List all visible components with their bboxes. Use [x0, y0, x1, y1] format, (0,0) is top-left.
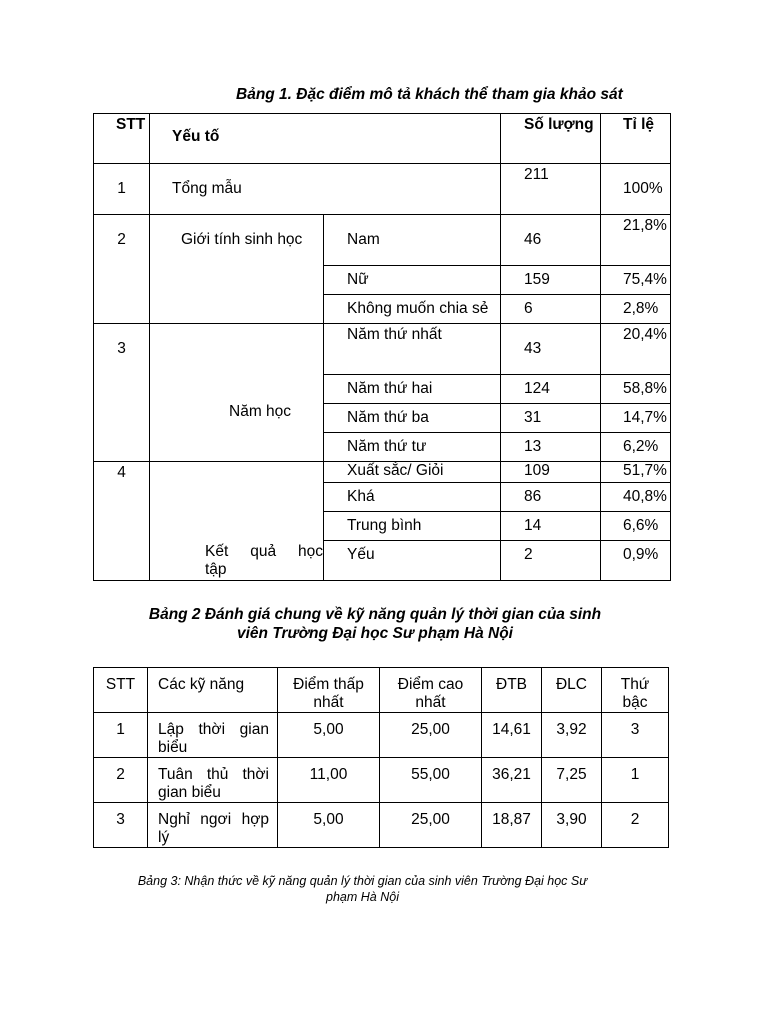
skill-cell — [148, 713, 278, 758]
stt-cell: 3 — [94, 324, 150, 462]
stt-cell: 1 — [94, 164, 150, 215]
table1-header-row — [94, 114, 671, 164]
header-rank-line1: Thứ — [620, 676, 650, 693]
min-cell: 5,00 — [278, 713, 380, 758]
sd-cell: 3,90 — [542, 803, 602, 848]
skill-line1: Nghỉ ngơi hợp — [158, 811, 269, 828]
header-max — [380, 668, 482, 713]
mean-cell: 36,21 — [482, 758, 542, 803]
header-stt: STT — [94, 114, 150, 164]
group-label-cell: Giới tính sinh học — [150, 215, 324, 324]
sd-cell: 7,25 — [542, 758, 602, 803]
sub-label-cell: Năm thứ ba — [324, 404, 501, 433]
group-label-cell — [150, 462, 324, 581]
ratio-cell: 0,9% — [601, 541, 671, 581]
ratio-cell: 6,6% — [601, 512, 671, 541]
max-cell: 25,00 — [380, 713, 482, 758]
rank-cell: 3 — [602, 713, 669, 758]
stt-cell: 3 — [94, 803, 148, 848]
skill-line2: gian biểu — [158, 784, 221, 801]
rank-cell: 1 — [602, 758, 669, 803]
table2-title-line1: Bảng 2 Đánh giá chung về kỹ năng quản lý thời gian của sinh — [148, 606, 602, 623]
header-max-line1: Điểm cao — [397, 676, 464, 693]
sub-label-cell: Nam — [324, 215, 501, 266]
header-min — [278, 668, 380, 713]
sub-label-cell: Trung bình — [324, 512, 501, 541]
sub-label-cell: Năm thứ nhất — [324, 324, 501, 375]
count-cell: 14 — [501, 512, 601, 541]
max-cell: 55,00 — [380, 758, 482, 803]
header-factor: Yếu tố — [150, 114, 501, 164]
header-count: Số lượng — [501, 114, 601, 164]
sub-label-cell: Năm thứ tư — [324, 433, 501, 462]
header-rank — [602, 668, 669, 713]
count-cell: 124 — [501, 375, 601, 404]
group-label-cell: Năm học — [150, 324, 324, 462]
sd-cell: 3,92 — [542, 713, 602, 758]
min-cell: 11,00 — [278, 758, 380, 803]
table2-row — [94, 803, 669, 848]
mean-cell: 18,87 — [482, 803, 542, 848]
table1-row-result-1 — [94, 462, 671, 483]
ratio-cell: 6,2% — [601, 433, 671, 462]
count-cell: 43 — [501, 324, 601, 375]
count-cell: 6 — [501, 295, 601, 324]
skill-cell — [148, 758, 278, 803]
ratio-cell: 75,4% — [601, 266, 671, 295]
table3-caption-line2: phạm Hà Nội — [326, 890, 399, 904]
count-cell: 46 — [501, 215, 601, 266]
rank-cell: 2 — [602, 803, 669, 848]
count-cell: 159 — [501, 266, 601, 295]
table3-caption-line1: Bảng 3: Nhận thức về kỹ năng quản lý thời gian của sinh viên Trường Đại học Sư — [137, 874, 588, 888]
label-cell: Tổng mẫu — [150, 164, 501, 215]
count-cell: 86 — [501, 483, 601, 512]
ratio-cell: 58,8% — [601, 375, 671, 404]
result-label-line2: tập — [205, 561, 227, 578]
sub-label-cell: Yếu — [324, 541, 501, 581]
header-rank-line2: bậc — [622, 694, 648, 711]
skill-line1: Lập thời gian — [158, 721, 269, 738]
stt-cell: 4 — [94, 462, 150, 581]
skill-line2: biểu — [158, 739, 188, 756]
header-max-line2: nhất — [415, 694, 446, 711]
count-cell: 13 — [501, 433, 601, 462]
table3-caption — [100, 873, 625, 905]
mean-cell: 14,61 — [482, 713, 542, 758]
ratio-cell: 100% — [601, 164, 671, 215]
result-label-line1: Kết quả học — [205, 543, 323, 560]
table1-title: Bảng 1. Đặc điểm mô tả khách thể tham gia khảo sát — [236, 86, 623, 103]
stt-cell: 2 — [94, 758, 148, 803]
header-skill: Các kỹ năng — [148, 668, 278, 713]
header-min-line2: nhất — [313, 694, 344, 711]
count-cell: 211 — [501, 164, 601, 215]
ratio-cell: 51,7% — [601, 462, 671, 483]
max-cell: 25,00 — [380, 803, 482, 848]
table2 — [93, 667, 669, 848]
header-stt: STT — [94, 668, 148, 713]
table2-title — [120, 605, 630, 643]
header-sd: ĐLC — [542, 668, 602, 713]
stt-cell: 2 — [94, 215, 150, 324]
count-cell: 2 — [501, 541, 601, 581]
count-cell: 31 — [501, 404, 601, 433]
table1-row-gender-1 — [94, 215, 671, 266]
header-ratio: Tỉ lệ — [601, 114, 671, 164]
table2-header-row — [94, 668, 669, 713]
table2-title-line2: viên Trường Đại học Sư phạm Hà Nội — [237, 625, 513, 642]
sub-label-cell: Khá — [324, 483, 501, 512]
sub-label-cell: Nữ — [324, 266, 501, 295]
skill-line1: Tuân thủ thời — [158, 766, 269, 783]
min-cell: 5,00 — [278, 803, 380, 848]
ratio-cell: 14,7% — [601, 404, 671, 433]
ratio-cell: 40,8% — [601, 483, 671, 512]
ratio-cell: 2,8% — [601, 295, 671, 324]
table2-row — [94, 713, 669, 758]
sub-label-cell: Năm thứ hai — [324, 375, 501, 404]
table1-row-total — [94, 164, 671, 215]
header-min-line1: Điểm thấp — [293, 676, 364, 693]
header-mean: ĐTB — [482, 668, 542, 713]
table1-row-year-1 — [94, 324, 671, 375]
ratio-cell: 21,8% — [601, 215, 671, 266]
stt-cell: 1 — [94, 713, 148, 758]
table2-row — [94, 758, 669, 803]
table1 — [93, 113, 671, 581]
sub-label-cell: Không muốn chia sẻ — [324, 295, 501, 324]
count-cell: 109 — [501, 462, 601, 483]
sub-label-cell: Xuất sắc/ Giỏi — [324, 462, 501, 483]
skill-cell — [148, 803, 278, 848]
ratio-cell: 20,4% — [601, 324, 671, 375]
skill-line2: lý — [158, 829, 170, 846]
